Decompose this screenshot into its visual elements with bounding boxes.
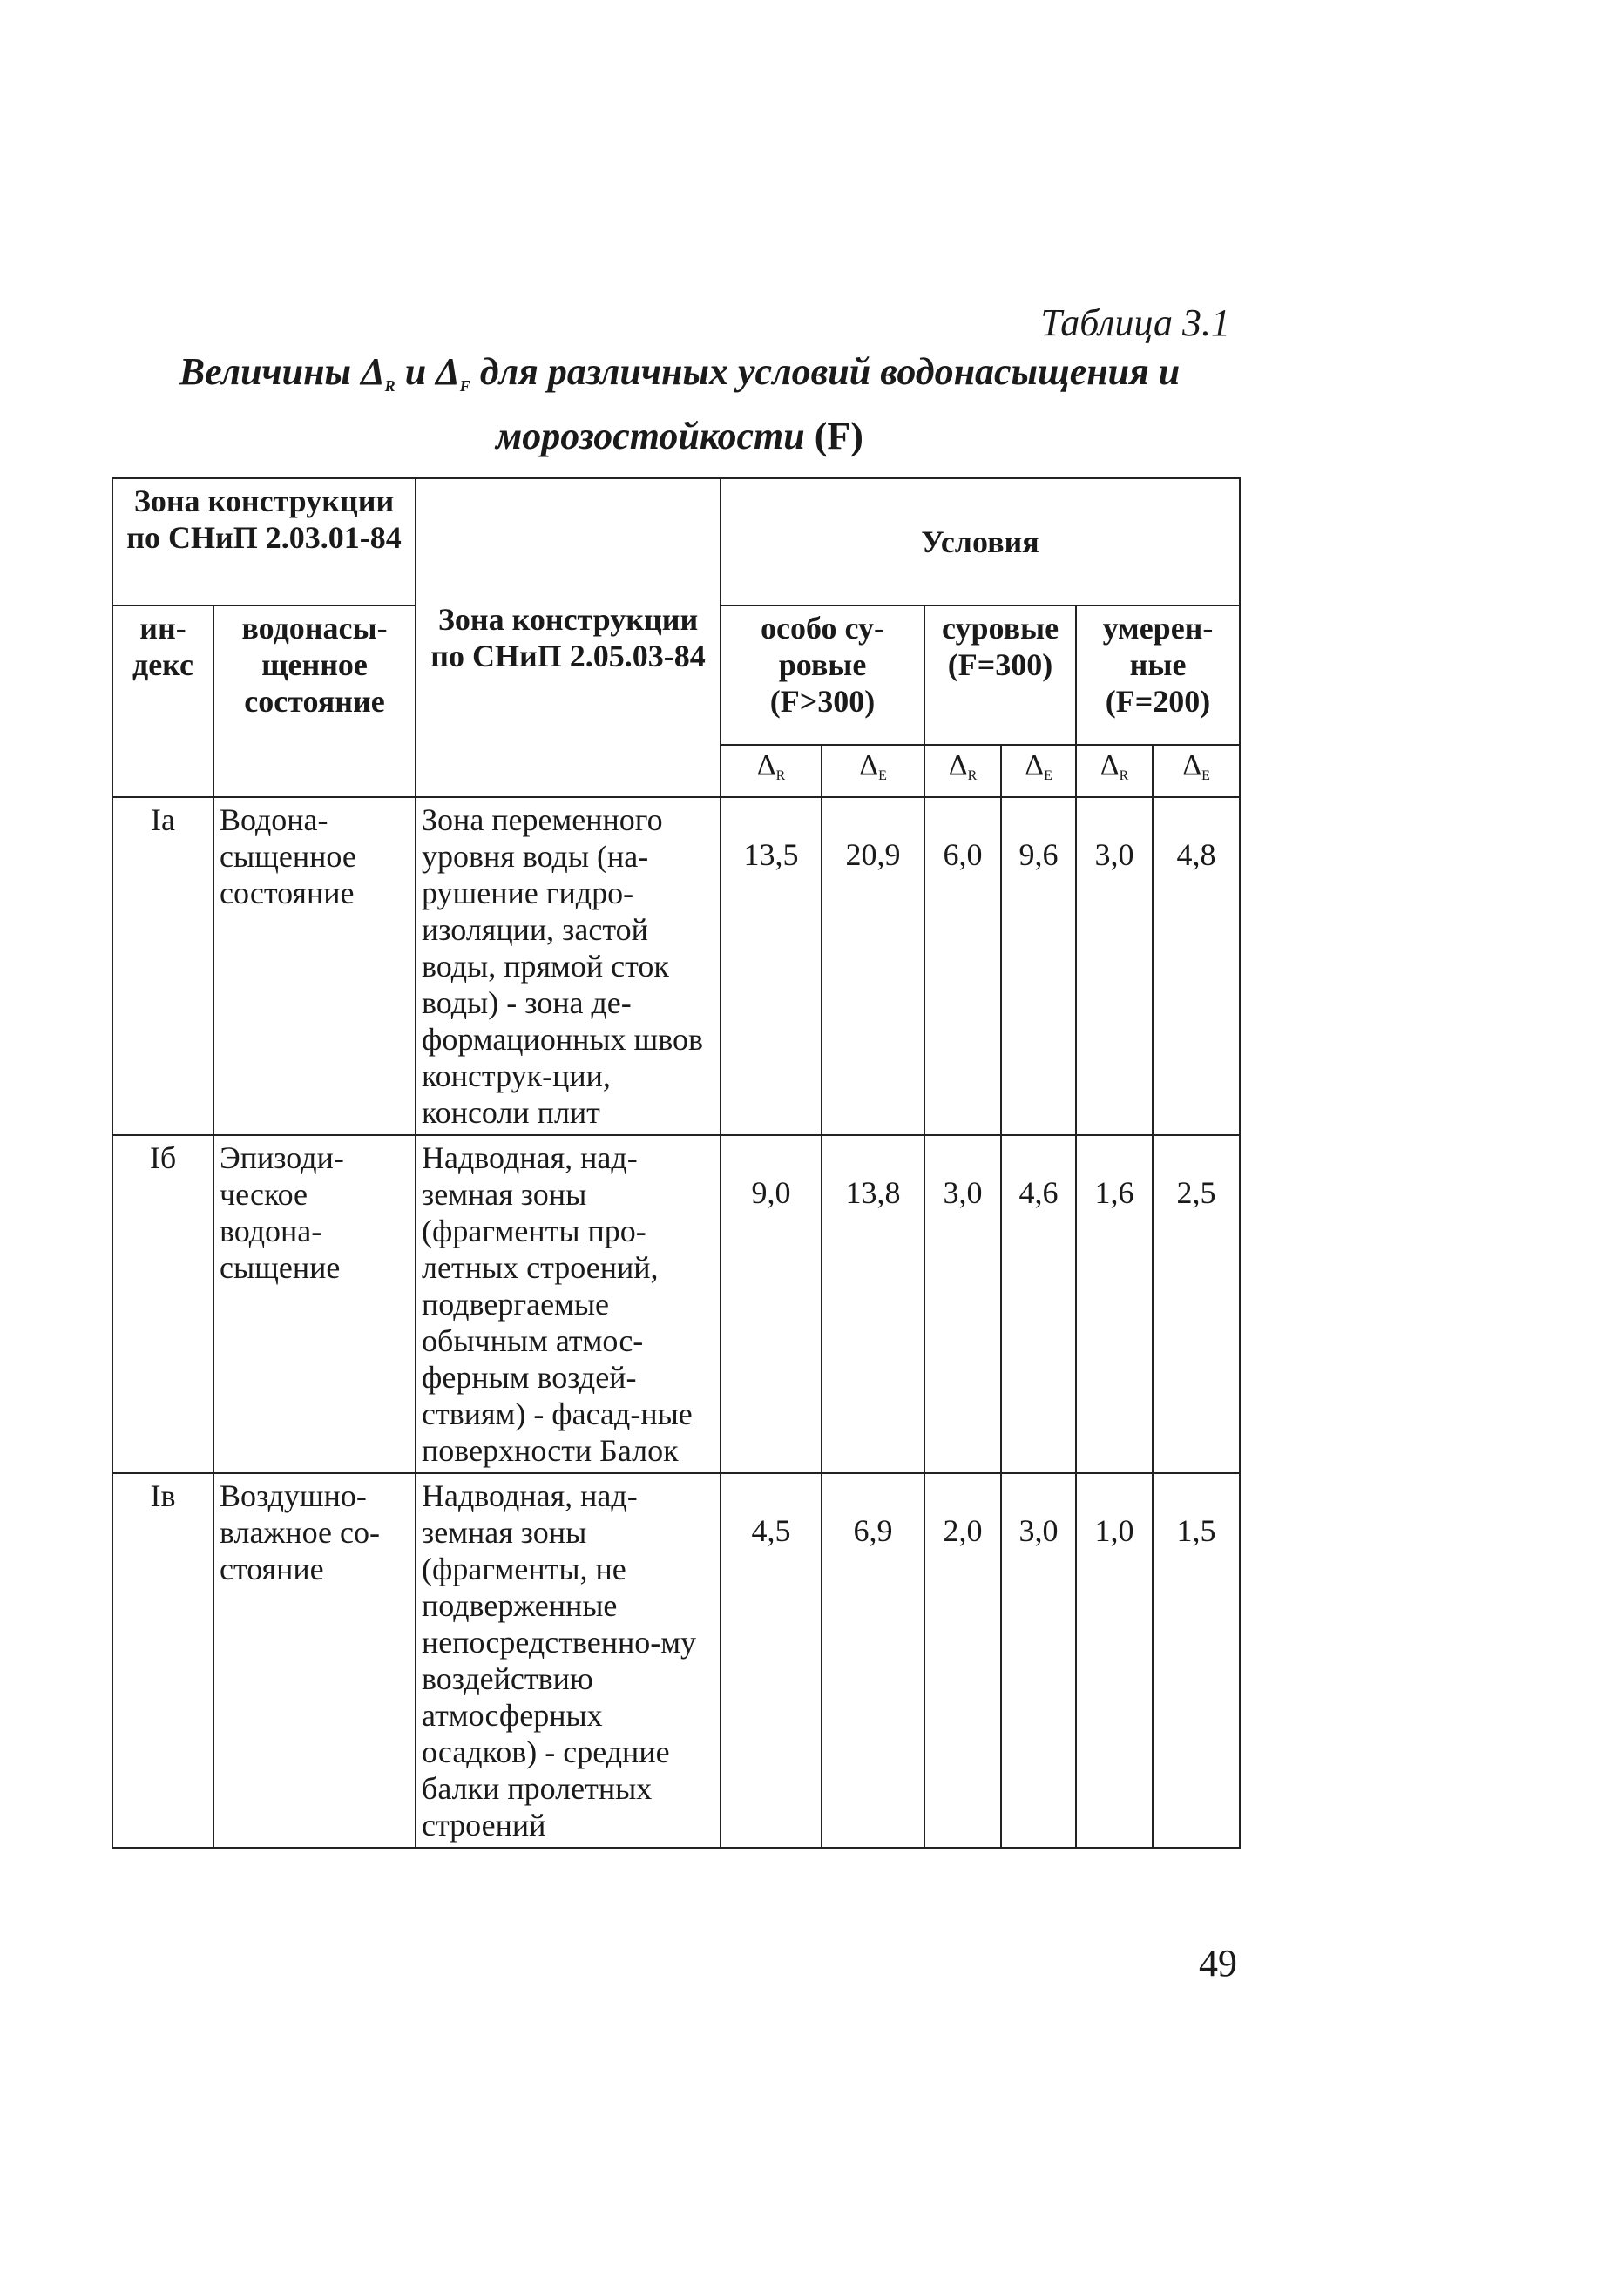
row-zone: Надводная, над-земная зоны (фрагменты, не подверженные непосредственно-му воздействию атмосферных осадков) - средние балки пролетных строений: [416, 1473, 721, 1848]
value-cell: 13,8: [822, 1135, 924, 1473]
table-title: [131, 347, 1228, 462]
value-cell: 3,0: [1076, 797, 1153, 1135]
value-cell: 9,0: [721, 1135, 822, 1473]
delta-r-severe: $\Delta_R$: [924, 745, 1001, 797]
value-cell: 4,6: [1001, 1135, 1076, 1473]
title-part-1: Величины Δ: [179, 350, 385, 393]
row-state: Эпизоди-ческое водона-сыщение: [213, 1135, 416, 1473]
page-number: 49: [1199, 1942, 1237, 1985]
value-cell: 3,0: [924, 1135, 1001, 1473]
value-cell: 4,8: [1153, 797, 1240, 1135]
value-cell: 6,9: [822, 1473, 924, 1848]
row-index: Iа: [112, 797, 213, 1135]
header-zone-snip-2-03: Зона конструкции по СНиП 2.03.01-84: [112, 478, 416, 605]
table-row: [112, 797, 1240, 1135]
value-cell: 3,0: [1001, 1473, 1076, 1848]
value-cell: 1,6: [1076, 1135, 1153, 1473]
header-cond-extreme: особо су-ровые (F>300): [721, 605, 924, 745]
delta-e-severe: $\Delta_E$: [1001, 745, 1076, 797]
row-state: Воздушно-влажное со-стояние: [213, 1473, 416, 1848]
title-sub-r: R: [384, 377, 396, 395]
delta-e-moderate: $\Delta_E$: [1153, 745, 1240, 797]
header-cond-severe: суровые (F=300): [924, 605, 1076, 745]
row-state: Водона-сыщенное состояние: [213, 797, 416, 1135]
delta-r-moderate: $\Delta_R$: [1076, 745, 1153, 797]
title-part-2: и Δ: [395, 350, 460, 393]
title-f: (F): [814, 415, 863, 457]
header-water-state: водонасы-щенное состояние: [213, 605, 416, 797]
row-index: Iб: [112, 1135, 213, 1473]
value-cell: 20,9: [822, 797, 924, 1135]
title-part-3: для различных условий водонасыщения и: [470, 350, 1181, 393]
header-index: ин-декс: [112, 605, 213, 797]
value-cell: 6,0: [924, 797, 1001, 1135]
title-line-2: морозостойкости: [496, 415, 805, 457]
table-row: [112, 1473, 1240, 1848]
delta-e-extreme: $\Delta_E$: [822, 745, 924, 797]
table-caption-label: Таблица 3.1: [1040, 301, 1230, 344]
value-cell: 1,0: [1076, 1473, 1153, 1848]
table-row: [112, 1135, 1240, 1473]
delta-r-extreme: $\Delta_R$: [721, 745, 822, 797]
row-zone: Надводная, над-земная зоны (фрагменты про-летных строений, подвергаемые обычным атмос-ферным воздей-ствиям) - фасад-ные поверхности Балок: [416, 1135, 721, 1473]
header-conditions: Условия: [721, 478, 1240, 605]
value-cell: 2,0: [924, 1473, 1001, 1848]
header-zone-snip-2-05: Зона конструкции по СНиП 2.05.03-84: [416, 478, 721, 797]
value-cell: 9,6: [1001, 797, 1076, 1135]
header-cond-moderate: умерен-ные (F=200): [1076, 605, 1240, 745]
row-zone: Зона переменного уровня воды (на-рушение гидро-изоляции, застой воды, прямой сток воды) - зона де-формационных швов конструк-ции, консоли плит: [416, 797, 721, 1135]
frost-resistance-table: [112, 477, 1241, 1849]
row-index: Iв: [112, 1473, 213, 1848]
value-cell: 13,5: [721, 797, 822, 1135]
value-cell: 4,5: [721, 1473, 822, 1848]
title-sub-f: F: [459, 377, 470, 395]
value-cell: 2,5: [1153, 1135, 1240, 1473]
value-cell: 1,5: [1153, 1473, 1240, 1848]
